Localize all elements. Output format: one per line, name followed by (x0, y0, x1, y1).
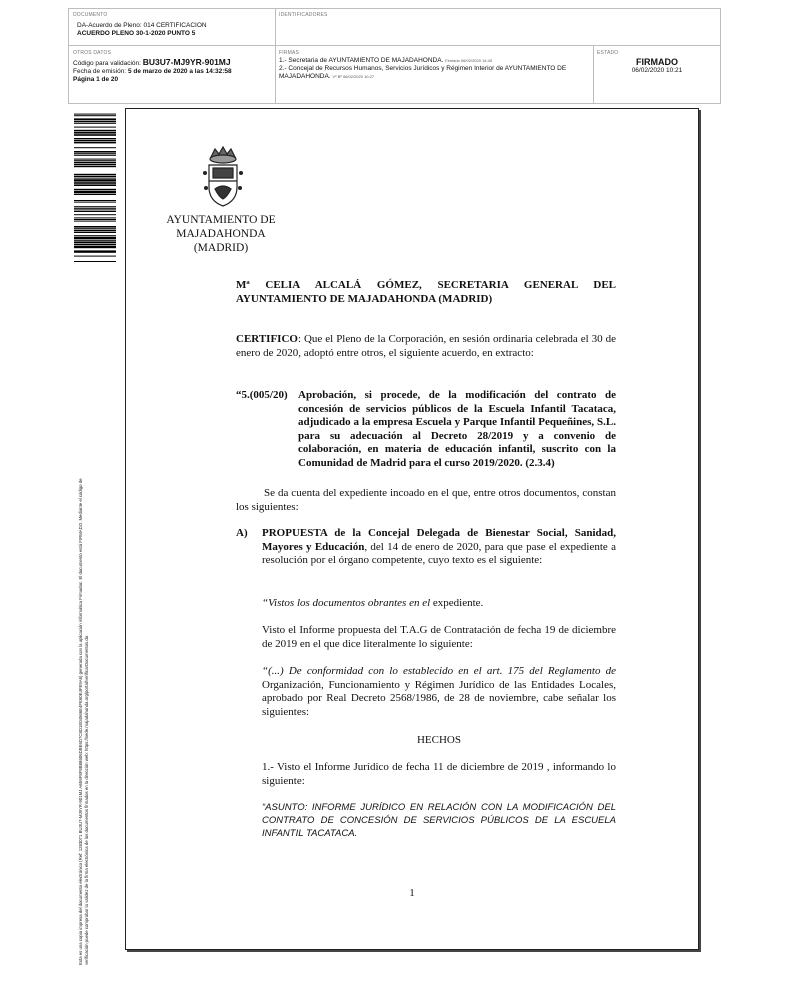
pagina-indicator: Página 1 de 20 (73, 76, 119, 83)
firma-1-meta: Firmado 06/02/2020 14:40 (445, 58, 493, 63)
firma-2: 2.- Concejal de Recursos Humanos, Servicios Jurídicos y Régimen Interior de AYUNTAMIENTO DE MAJADAHONDA. (279, 65, 567, 80)
documento-line1: DA-Acuerdo de Pleno: 014 CERTIFICACION (77, 22, 207, 29)
visto-informe-paragraph: Visto el Informe propuesta del T.A.G de Contratación de fecha 19 de diciembre de 2019 en el que dice literalmente lo siguiente: (262, 624, 616, 650)
certifico-label: CERTIFICO (236, 333, 298, 345)
letterhead-line1: AYUNTAMIENTO DE (166, 214, 276, 226)
section-a (236, 527, 616, 568)
estado-label: ESTADO (597, 50, 619, 56)
vistos-paragraph (262, 597, 616, 611)
firma-1: 1.- Secretaria de AYUNTAMIENTO DE MAJADAHONDA. (279, 57, 444, 64)
fecha-emision: 5 de marzo de 2020 a las 14:32:58 (127, 68, 232, 75)
quote-italic: “(...) De conformidad con lo establecido en el art. 175 del Reglamento de (262, 665, 616, 677)
firma-2-meta: Vº Bº 06/02/2020 10:27 (332, 74, 375, 79)
document-header-box (68, 8, 721, 104)
item-text: Aprobación, si procede, de la modificación del contrato de concesión de servicios públicos de la Escuela Infantil Tacataca, adjudicado a la empresa Escuela y Parque Infantil Pequeñines, S.L. para su adecuación al Decreto 28/2019 y a convenio de colaboración, en materia de educación infantil, suscrito con la Comunidad de Madrid para el curso 2019/2020. (2.3.4) (298, 389, 616, 469)
letterhead-line2: MAJADAHONDA (176, 228, 266, 240)
barcode-image (74, 112, 116, 262)
certifico-paragraph (236, 333, 616, 360)
coat-of-arms-icon (201, 143, 245, 209)
documento-line2: ACUERDO PLENO 30-1-2020 PUNTO 5 (77, 30, 196, 37)
identificadores-label: IDENTIFICADORES (279, 12, 328, 18)
letterhead-line3: (MADRID) (193, 242, 249, 254)
agreement-item (236, 389, 616, 471)
side-verification-text (78, 285, 90, 965)
section-a-title: PROPUESTA de la Concejal Delegada de Bienestar Social, Sanidad, Mayores y Educación (262, 527, 616, 553)
expediente-paragraph: Se da cuenta del expediente incoado en el que, entre otros documentos, constan los siguientes: (236, 487, 616, 513)
document-page (125, 108, 699, 950)
item-number: “5.(005/20) (236, 389, 288, 401)
vistos-rest: expediente. (430, 597, 484, 609)
hechos-heading: HECHOS (416, 734, 461, 746)
codigo-label: Código para validación: (73, 60, 141, 67)
documento-label: DOCUMENTO (73, 12, 108, 18)
quote-rest: Organización, Funcionamiento y Régimen Jurídico de las Entidades Locales, aprobado por Real Decreto 2568/1986, de 28 de noviembre, cabe señalar los siguientes: (262, 678, 616, 718)
document-title: Mª CELIA ALCALÁ GÓMEZ, SECRETARIA GENERAL DEL AYUNTAMIENTO DE MAJADAHONDA (MADRID) (236, 279, 616, 305)
estado-value: FIRMADO (636, 57, 678, 67)
section-a-text: , del 14 de enero de 2020, para que pase el expediente a resolución por el órgano competente, cuyo texto es el siguiente: (262, 540, 616, 567)
certifico-text: : Que el Pleno de la Corporación, en sesión ordinaria celebrada el 30 de enero de 2020, adoptó entre otros, el siguiente acuerdo, en extracto: (236, 333, 616, 359)
page-number: 1 (409, 887, 415, 899)
quote-paragraph (262, 665, 616, 719)
letterhead (146, 213, 296, 255)
side-text-line2: verificación puede comprobar la validez de la firma electrónica de los documentos firmados en la dirección web: https://sede.majadahonda.org/portal/verificarDocumentos.do (84, 635, 89, 965)
section-a-label: A) (236, 527, 248, 539)
firmas-label: FIRMAS (279, 50, 300, 56)
otros-datos-label: OTROS DATOS (73, 50, 112, 56)
side-text-line1: Esta es una copia impresa del documento electrónico (Ref: 1283071 BU3U7-MJ9YR-901MJ A6E6F8F8B88606DBE6D7C8D1E04566E4FE60E4FE9A6) generada con la aplicación informática Firmadoc. El documento está FIRMADO. Mediante el código de (78, 478, 83, 965)
estado-date: 06/02/2020 10:21 (631, 67, 683, 74)
asunto-paragraph: “ASUNTO: INFORME JURÍDICO EN RELACIÓN CON LA MODIFICACIÓN DEL CONTRATO DE CONCESIÓN DE SERVICIOS PÚBLICOS DE LA ESCUELA INFANTIL TACATACA. (262, 802, 616, 839)
codigo-validacion: BU3U7-MJ9YR-901MJ (142, 57, 231, 67)
hecho-1: 1.- Visto el Informe Jurídico de fecha 11 de diciembre de 2019 , informando lo siguiente: (262, 761, 616, 787)
fecha-label: Fecha de emisión: (73, 68, 127, 75)
vistos-italic: “Vistos los documentos obrantes en el (262, 597, 431, 609)
